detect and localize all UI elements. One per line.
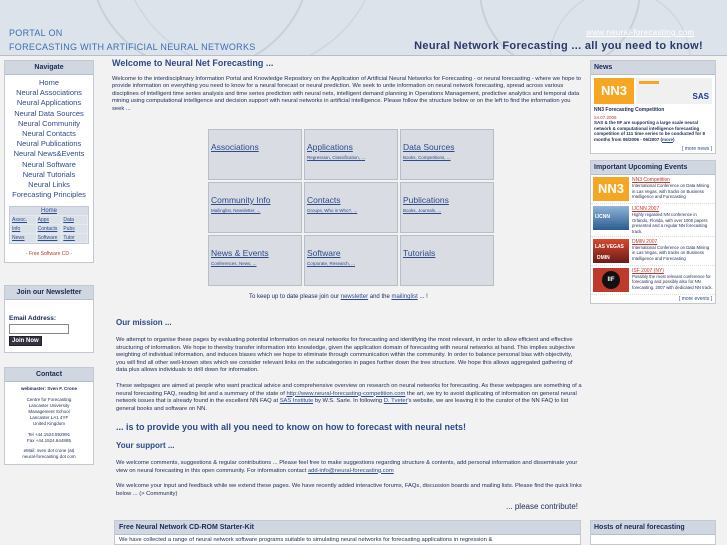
grid-community-info[interactable]: Community Info Mailinglist, Newsletter, ... [208,182,302,233]
event-text: International Conference on Data Mining in Las Vegas, with tracks on Business Intelligence and Forecasting [632,183,710,200]
news-box [590,60,716,154]
newsletter-title: Join our Newsletter [5,286,93,300]
newsletter-body [5,300,93,352]
contact-line: Lancaster LA1 4YF [29,415,69,421]
join-now-button[interactable]: Join Now [9,336,42,346]
mini-nav-item[interactable]: Tutor [62,234,87,242]
dmin-thumb: LAS VEGAS DMIN [593,239,629,263]
event-title[interactable]: ISF 2007 (NY) [632,268,664,274]
mini-nav-item[interactable]: News [11,234,36,242]
mini-nav-item[interactable]: Contacts [37,225,62,233]
header-line-2: FORECASTING WITH ARTIFICIAL NEURAL NETWORKS [9,42,256,52]
tveter-link[interactable]: D. Tveter [383,398,408,405]
contact-email: neural-forecasting dot com [22,454,76,460]
free-software-cd-link[interactable]: - Free Software CD - [25,251,73,258]
header-url[interactable]: www.neural-forecasting.com [586,28,695,37]
nav-item-data-sources[interactable]: Neural Data Sources [14,108,84,118]
navigate-box [4,60,94,263]
email-label: Email Address: [9,315,57,323]
nav-item-links[interactable]: Neural Links [28,180,70,190]
nav-item-contacts[interactable]: Neural Contacts [22,129,76,139]
mini-nav-item[interactable]: Assoc. [11,216,36,224]
mini-nav-item[interactable]: Apps [37,216,62,224]
please-contribute: ... please contribute! [505,502,578,511]
event-title[interactable]: IJCNN 2007 [632,206,660,213]
contact-tel: Tel +44.1524.592991 [27,431,71,437]
grid-data-sources[interactable]: Data Sources Books, Competitions, ... [400,129,494,180]
mini-nav [9,206,89,244]
support-paragraph-1: We welcome comments, suggestions & regular contributions ... Please feel free to make suggestions regarding structure & contents, add personal information and disseminate your view on neural forecasting in this open community. For information contact add-info@neural-forecasting.com [116,460,578,474]
nav-item-community[interactable]: Neural Community [17,118,81,128]
event-text: Possibly the most relevant conference for forecasting and possibly also for NN forecasting. 2007 with dedicated NN track. [632,274,713,290]
grid-publications[interactable]: Publications Books, Journals, ... [400,182,494,233]
mini-nav-grid [10,215,88,243]
event-text: Highly regarded NN conference in Orlando, Florida, with over 1000 papers presented and a regular NN forecasting track. [632,212,708,234]
support-paragraph-2: We welcome your input and feedback while we extend these pages. We have recently added interactive forums, FAQs, discussion boards and mailing lists. Please find the quick links below ... (> Community) [116,483,582,497]
competition-link[interactable]: http://www.neural-forecasting-competition.com [286,390,406,397]
event-item[interactable] [591,204,715,237]
nav-item-publications[interactable]: Neural Publications [16,139,82,149]
news-item [591,75,715,145]
contact-email: eMail: sven dot crone (at) [23,448,75,454]
right-sidebar [590,60,716,310]
nav-item-associations[interactable]: Neural Associations [16,88,82,98]
left-sidebar [4,60,94,471]
event-title[interactable]: DMIN 2007 [632,239,658,245]
more-news-link[interactable]: [ more news ] [681,146,712,153]
header-tagline: Neural Network Forecasting ... all you need to know! [414,40,703,52]
contact-title: Contact [5,368,93,382]
news-item-text: SAS & the IIF are supporting a large scale neural network & computational intelligence forecasting competition of 111 time series to be conducted for 8 months from 06/2006 - 06/2007 (more) [594,120,706,142]
grid-contacts[interactable]: Contacts Groups, Who is Who?, ... [304,182,398,233]
header-line-1: PORTAL ON [9,28,63,38]
sas-logo: SAS [636,78,712,104]
event-item[interactable] [591,266,715,295]
support-heading: Your support ... [116,441,175,450]
event-item[interactable] [591,175,715,204]
provide-slogan: ... is to provide you with all you need to know on how to forecast with neural nets! [116,422,467,432]
news-item-date: 24.07.2006 [594,115,617,120]
contact-box [4,367,94,465]
contact-line: Centre for Forecasting [26,396,72,402]
contact-body [5,382,93,464]
nav-item-tutorials[interactable]: Neural Tutorials [22,169,76,179]
grid-applications[interactable]: Applications Regression, Classification, ... [304,129,398,180]
nn3-logo: NN3 [594,78,634,104]
grid-news-events[interactable]: News & Events Conferences, News, ... [208,235,302,286]
nn3-thumb: NN3 [593,177,629,201]
news-title: News [591,61,715,75]
events-title: Important Upcoming Events [591,161,715,175]
nav-list [5,75,93,200]
more-events-link[interactable]: [ more events ] [678,296,712,302]
navigate-title: Navigate [5,61,93,75]
event-text: International Conference on Data Mining in Las Vegas, with tracks on Business Intelligence and Forecasting [632,245,710,261]
news-item-title[interactable]: NN3 Forecasting Competition [594,107,665,113]
category-grid [208,129,494,286]
hosts-title: Hosts of neural forecasting [591,521,715,535]
mission-heading: Our mission ... [116,318,172,327]
nn3-banner[interactable] [594,78,712,104]
nav-item-news-events[interactable]: Neural News&Events [13,149,85,159]
isf-thumb: IIF [593,268,629,292]
intro-text: Welcome to the interdisciplinary Information Portal and Knowledge Repository on the Application of Artificial Neural Networks for Forecasting - or neural forecasting - where we hope to provide information on everything you need to know for a neural forecast or neural prediction. We seek to unite information on neural network forecasting, spread across various disciplines of intelligent time series analysis and time series prediction with neural nets, intelligent demand planning in Operations Management, predictive analytics and temporal data mining using computational intelligence and decision support with neural networks in artificial intelligence. Please follow the structure below or on the left to find the information you seek ... [112,75,582,112]
free-cd-text: We have collected a range of neural network software programs suitable to simulating neural networks for forecasting applications in regression & [119,537,493,543]
mini-nav-item[interactable]: Pubs [62,225,87,233]
nav-item-applications[interactable]: Neural Applications [16,98,82,108]
newsletter-box [4,285,94,353]
email-input[interactable] [9,324,69,334]
grid-software[interactable]: Software Corporate, Research, ... [304,235,398,286]
add-info-email-link[interactable]: add-info@neural-forecasting.com [307,467,394,474]
free-cd-box [114,520,581,545]
hosts-box [590,520,716,545]
contact-line: United Kingdom [32,421,66,427]
page-title: Welcome to Neural Net Forecasting ... [112,58,274,68]
mission-paragraph-2: These webpages are aimed at people who want practical advice and comprehensive overview on research on neural networks for forecasting. As these webpages are something of a neural forecasting FAQ, reading list and a summary of the state of http://www.neural-forecasting-competition.com the art, we try to avoid duplicating of information on general neural network issues that is already found in the excellent NN FAQ at SAS Institute by W.S. Sarle. In following D. Tveter's website, we are leaving it to the curator of the NN FAQ to list general books and software on NN. [116,383,582,412]
keep-up-to-date: To keep up to date please join our newsletter and the mailinglist ... ! [249,294,428,300]
site-header [0,0,727,56]
contact-fax: Fax +44.1524.844885 [27,437,71,443]
grid-tutorials[interactable]: Tutorials [400,235,494,286]
event-title[interactable]: NN3 Competition [632,177,671,184]
sas-link[interactable]: SAS Institute [279,398,314,405]
main-content [112,58,582,511]
mini-nav-item[interactable]: Info [11,225,36,233]
newsletter-link[interactable]: newsletter [340,294,369,300]
mailinglist-link[interactable]: mailinglist [391,294,418,300]
nav-item-home[interactable]: Home [38,78,59,87]
nav-item-forecasting-principles[interactable]: Forecasting Principles [12,190,86,200]
nav-item-software[interactable]: Neural Software [22,159,76,169]
contact-line: Lancaster University [28,402,70,408]
free-cd-title: Free Neural Network CD-ROM Starter-Kit [115,521,580,535]
mini-nav-item[interactable]: Software [37,234,62,242]
news-item-more-link[interactable]: more [662,136,674,142]
ijcnn-thumb: IJCNN [593,206,629,230]
grid-associations[interactable]: Associations [208,129,302,180]
event-item[interactable] [591,237,715,266]
mission-paragraph-1: We attempt to organise these pages by evaluating potential information on neural networks for forecasting and identifying the most relevant, in order to allow efficient and effective structuring of information. We hope to thereby transfer information into knowledge, given the application domain of forecasting with neural networks at hand. This implies subjective weighting of individual information, and induces biases which we hope to eliminate through communication within the community. In order to balance personal bias with objectivity, you will find all other well-known sites which we consider relevant links on the subcategories in pages further down the tree structure. We hope this allows aggregated gathering of data plus allows individuals to drill down for information. [116,337,575,374]
mini-nav-item[interactable]: Data [62,216,87,224]
mini-nav-home[interactable]: Home [10,207,88,215]
contact-line: Management School [28,409,70,415]
events-box [590,160,716,304]
webmaster: webmaster: Sven F. Crone [20,386,78,392]
